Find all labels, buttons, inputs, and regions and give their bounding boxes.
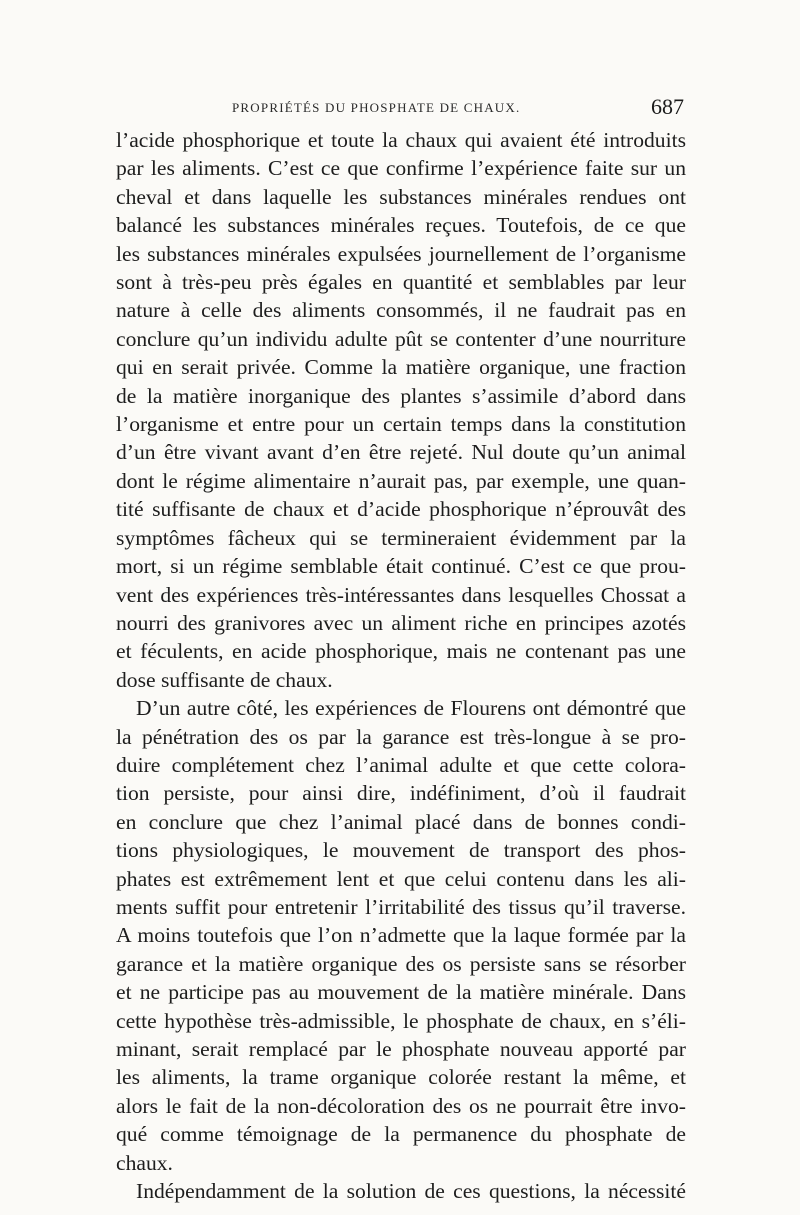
text-line: duire complétement chez l’animal adulte et que cette colora- <box>116 752 686 777</box>
text-line: dose suffisante de chaux. <box>116 667 333 692</box>
text-line: tion persiste, pour ainsi dire, indéfiniment, d’où il faudrait <box>116 781 686 806</box>
text-line: en conclure que chez l’animal placé dans de bonnes condi- <box>116 809 686 834</box>
paragraph-2 <box>116 694 686 1177</box>
text-line: cheval et dans laquelle les substances minérales rendues ont <box>116 184 686 209</box>
text-line: chaux. <box>116 1150 173 1175</box>
text-line: et féculents, en acide phosphorique, mais ne contenant pas une <box>116 639 686 664</box>
text-line: qué comme témoignage de la permanence du phosphate de <box>116 1122 686 1147</box>
text-line: nature à celle des aliments consommés, il ne faudrait pas en <box>116 298 686 323</box>
text-line: cette hypothèse très-admissible, le phosphate de chaux, en s’éli- <box>116 1008 686 1033</box>
text-line: symptômes fâcheux qui se termineraient évidemment par la <box>116 525 686 550</box>
text-line: mort, si un régime semblable était continué. C’est ce que prou- <box>116 554 686 579</box>
running-header <box>116 96 684 122</box>
text-line: tions physiologiques, le mouvement de transport des phos- <box>116 838 686 863</box>
text-line: vent des expériences très-intéressantes dans lesquelles Chossat a <box>116 582 686 607</box>
text-line: A moins toutefois que l’on n’admette que la laque formée par la <box>116 923 686 948</box>
text-line: alors le fait de la non-décoloration des os ne pourrait être invo- <box>116 1093 686 1118</box>
text-line: dont le régime alimentaire n’aurait pas, par exemple, une quan- <box>116 468 686 493</box>
paragraph-3 <box>116 1177 686 1205</box>
text-line: ments suffit pour entretenir l’irritabilité des tissus qu’il traverse. <box>116 894 686 919</box>
text-line: Indépendamment de la solution de ces questions, la nécessité <box>136 1179 686 1204</box>
text-line: d’un être vivant avant d’en être rejeté. Nul doute qu’un animal <box>116 440 686 465</box>
text-line: conclure qu’un individu adulte pût se contenter d’une nourriture <box>116 326 686 351</box>
text-line: l’organisme et entre pour un certain temps dans la constitution <box>116 412 686 437</box>
text-line: et ne participe pas au mouvement de la matière minérale. Dans <box>116 980 686 1005</box>
text-line: de la matière inorganique des plantes s’assimile d’abord dans <box>116 383 686 408</box>
page-number: 687 <box>651 94 684 119</box>
text-line: tité suffisante de chaux et d’acide phosphorique n’éprouvât des <box>116 497 686 522</box>
text-line: nourri des granivores avec un aliment riche en principes azotés <box>116 610 686 635</box>
text-line: D’un autre côté, les expériences de Flourens ont démontré que <box>136 696 686 721</box>
text-line: par les aliments. C’est ce que confirme l’expérience faite sur un <box>116 156 686 181</box>
text-line: phates est extrêmement lent et que celui contenu dans les ali- <box>116 866 686 891</box>
text-line: les substances minérales expulsées journellement de l’organisme <box>116 241 686 266</box>
text-line: garance et la matière organique des os persiste sans se résorber <box>116 951 686 976</box>
text-line: balancé les substances minérales reçues. Toutefois, de ce que <box>116 213 686 238</box>
running-title: PROPRIÉTÉS DU PHOSPHATE DE CHAUX. <box>232 100 521 115</box>
paragraph-1 <box>116 126 686 694</box>
text-line: l’acide phosphorique et toute la chaux qui avaient été introduits <box>116 128 686 152</box>
text-line: la pénétration des os par la garance est très-longue à se pro- <box>116 724 686 749</box>
text-line: les aliments, la trame organique colorée restant la même, et <box>116 1065 686 1090</box>
text-line: qui en serait privée. Comme la matière organique, une fraction <box>116 355 686 380</box>
text-line: sont à très-peu près égales en quantité et semblables par leur <box>116 270 686 295</box>
body-text <box>116 126 686 1205</box>
text-line: minant, serait remplacé par le phosphate nouveau apporté par <box>116 1037 686 1061</box>
